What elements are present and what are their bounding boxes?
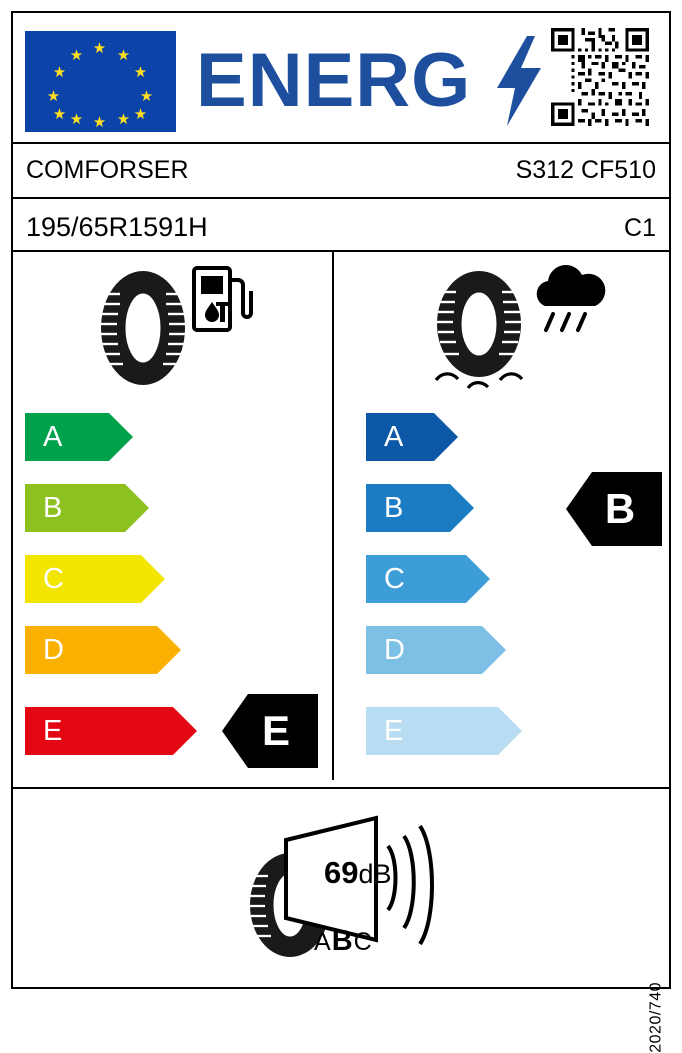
wet-grade-label-D: D: [384, 634, 405, 666]
tyre-icon: [88, 268, 198, 388]
wet-grade-label-E: E: [384, 715, 404, 747]
tyre-wet-icon: [424, 268, 534, 388]
wet-rating-letter: B: [604, 485, 636, 532]
energy-wordmark: ENERG: [196, 38, 472, 123]
fuel-grade-label-E: E: [43, 715, 63, 747]
fuel-grade-label-B: B: [43, 492, 63, 524]
fuel-grade-A: [25, 413, 133, 461]
fuel-grade-E: [25, 707, 197, 755]
wet-grade-D: [366, 626, 506, 674]
noise-class-row: [314, 926, 373, 957]
noise-db-number: 69: [324, 855, 359, 890]
fuel-pump-icon: [190, 258, 252, 336]
divider-header: [11, 142, 671, 144]
fuel-grade-label-A: A: [43, 421, 63, 453]
divider-vertical: [332, 250, 334, 780]
wet-rating-badge: [566, 472, 662, 546]
wet-grade-A: [366, 413, 458, 461]
noise-section: [228, 810, 458, 980]
wet-grade-label-B: B: [384, 492, 404, 524]
noise-db-unit: dB: [358, 859, 392, 889]
divider-brand: [11, 197, 671, 199]
wet-grade-label-A: A: [384, 421, 404, 453]
wet-bar-B: [366, 484, 474, 532]
wet-grade-B: [366, 484, 474, 532]
tyre-size: 195/65R1591H: [26, 212, 208, 242]
divider-noise: [11, 787, 671, 789]
wet-grade-C: [366, 555, 490, 603]
noise-value: [324, 855, 392, 892]
noise-class-c: C: [353, 928, 373, 956]
fuel-grade-label-C: C: [43, 563, 64, 595]
wet-grade-E: [366, 707, 522, 755]
fuel-bar-A: [25, 413, 133, 461]
divider-size: [11, 250, 671, 252]
fuel-grade-B: [25, 484, 149, 532]
lightning-bolt-icon: [497, 36, 541, 126]
fuel-rating-badge: [222, 694, 318, 768]
brand-name: COMFORSER: [26, 156, 189, 184]
fuel-rating-letter: E: [261, 707, 290, 754]
qr-code-icon: [551, 28, 649, 126]
noise-class-b: B: [331, 925, 354, 957]
regulation-reference: 2020/740: [648, 982, 665, 1053]
fuel-grade-C: [25, 555, 165, 603]
fuel-grade-label-D: D: [43, 634, 64, 666]
fuel-grade-D: [25, 626, 181, 674]
model-name: S312 CF510: [515, 156, 656, 184]
wet-grade-label-C: C: [384, 563, 405, 595]
noise-class-a: A: [314, 928, 332, 956]
tyre-class: C1: [624, 214, 656, 242]
rain-cloud-icon: [528, 262, 610, 340]
eu-flag-icon: ★ ★ ★ ★ ★ ★ ★ ★ ★ ★ ★ ★: [25, 31, 176, 132]
wet-bar-A: [366, 413, 458, 461]
